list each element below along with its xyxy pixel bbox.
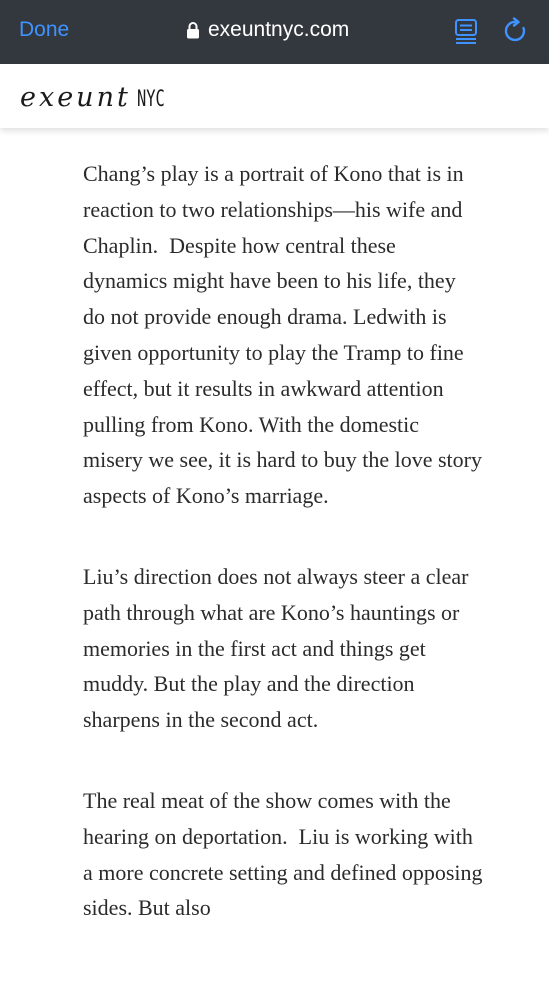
logo-script-text: exeunt — [20, 82, 131, 113]
site-logo[interactable] — [20, 82, 177, 116]
done-button[interactable]: Done — [19, 18, 70, 41]
site-header — [0, 64, 549, 128]
logo-nyc-text: NYC — [136, 87, 165, 112]
article-paragraph: Liu’s direction does not always steer a clear path through what are Kono’s hauntings or memories in the first act and things get muddy. But the play and the direction sharpens in the second act. — [83, 563, 469, 733]
article-paragraph: The real meat of the show comes with the hearing on deportation. Liu is working with a more concrete setting and defined opposing sides. But also — [83, 787, 483, 921]
article-paragraph: Chang’s play is a portrait of Kono that is in reaction to two relationships—his wife and Chaplin. Despite how central these dynamics might have been to his life, they do not provide enough drama. Ledwith is given opportunity to play the Tramp to fine effect, but it results in awkward attention pulling from Kono. With the domestic misery we see, it is hard to buy the love story aspects of Kono’s marriage. — [83, 161, 482, 509]
article-body — [83, 156, 483, 926]
reader-icon[interactable] — [454, 18, 478, 44]
browser-toolbar — [0, 0, 549, 64]
lock-icon — [186, 21, 200, 39]
reload-icon[interactable] — [503, 17, 529, 45]
url-text: exeuntnyc.com — [208, 18, 350, 41]
address-bar[interactable] — [186, 17, 349, 43]
